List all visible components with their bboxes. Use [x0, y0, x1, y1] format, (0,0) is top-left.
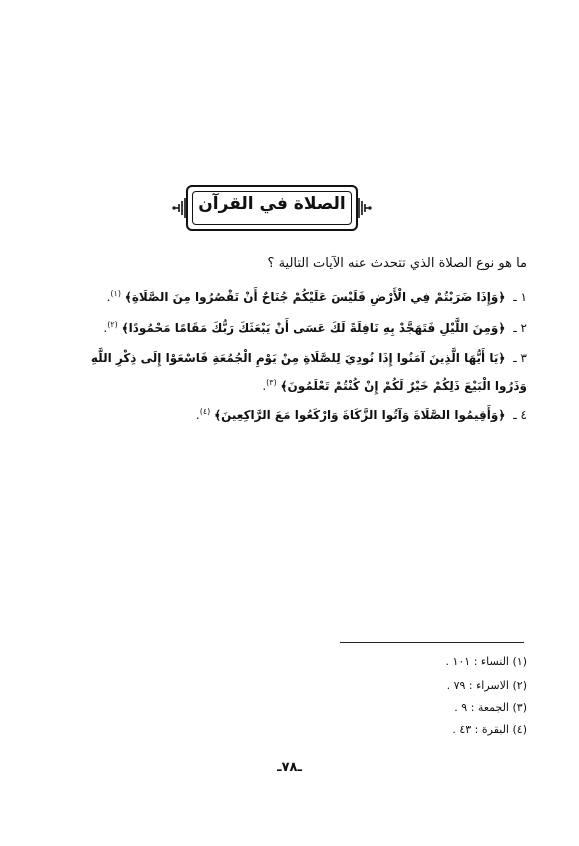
sentence-end: . [103, 321, 108, 335]
footnote-4: (٤) البقرة : ٤٣ . [452, 723, 527, 736]
page-number: ـ٧٨ـ [277, 760, 302, 775]
footnote-ref: (٣) [266, 378, 277, 387]
verse-text: ﴿وَأَقِيمُوا الصَّلَاةَ وَآتُوا الزَّكَاةَ وَارْكَعُوا مَعَ الرَّاكِعِينَ﴾ [214, 408, 506, 422]
verse-item-1 [107, 289, 527, 304]
question-text: ما هو نوع الصلاة الذي تتحدث عنه الآيات التالية ؟ [267, 256, 527, 271]
footnote-ref: (٢) [107, 320, 118, 329]
sentence-end: . [262, 379, 267, 393]
verse-text: وَذَرُوا الْبَيْعَ ذَلِكُمْ خَيْرٌ لَكُمْ إِنْ كُنْتُمْ تَعْلَمُونَ﴾ [280, 379, 527, 393]
item-number: ٣ ـ [513, 351, 527, 365]
item-number: ٢ ـ [513, 321, 527, 335]
footnote-ref: (١) [110, 289, 121, 298]
right-ornament-icon [358, 197, 372, 219]
item-number: ٤ ـ [513, 408, 527, 422]
verse-item-2 [103, 320, 527, 335]
footnote-2: (٢) الاسراء : ٧٩ . [446, 679, 527, 692]
sentence-end: . [106, 290, 111, 304]
verse-item-4 [196, 407, 527, 422]
verse-text: ﴿وَمِنَ اللَّيْلِ فَتَهَجَّدْ بِهِ نَافِلَةً لَكَ عَسَى أَنْ يَبْعَثَكَ رَبُّكَ مَقَامًا مَحْمُودًا﴾ [121, 321, 506, 335]
footnote-3: (٣) الجمعة : ٩ . [454, 701, 527, 714]
chapter-title-box [172, 185, 372, 233]
chapter-title: الصلاة في القرآن [198, 194, 346, 214]
verse-item-3 [91, 351, 527, 365]
item-number: ١ ـ [513, 290, 527, 304]
footnote-1: (١) النساء : ١٠١ . [445, 655, 527, 668]
verse-text: ﴿وَإِذَا ضَرَبْتُمْ فِي الْأَرْضِ فَلَيْسَ عَلَيْكُمْ جُنَاحٌ أَنْ تَقْصُرُوا مِنَ الصَّلَاةِ﴾ [124, 290, 506, 304]
sentence-end: . [195, 408, 200, 422]
footnote-ref: (٤) [199, 407, 211, 416]
footnote-divider [340, 642, 524, 643]
verse-item-3-continuation [262, 378, 527, 393]
verse-text: ﴿يَا أَيُّهَا الَّذِينَ آمَنُوا إِذَا نُودِيَ لِلصَّلَاةِ مِنْ يَوْمِ الْجُمُعَةِ فَاسْعَوْا إِلَى ذِكْرِ اللَّهِ [90, 351, 506, 365]
